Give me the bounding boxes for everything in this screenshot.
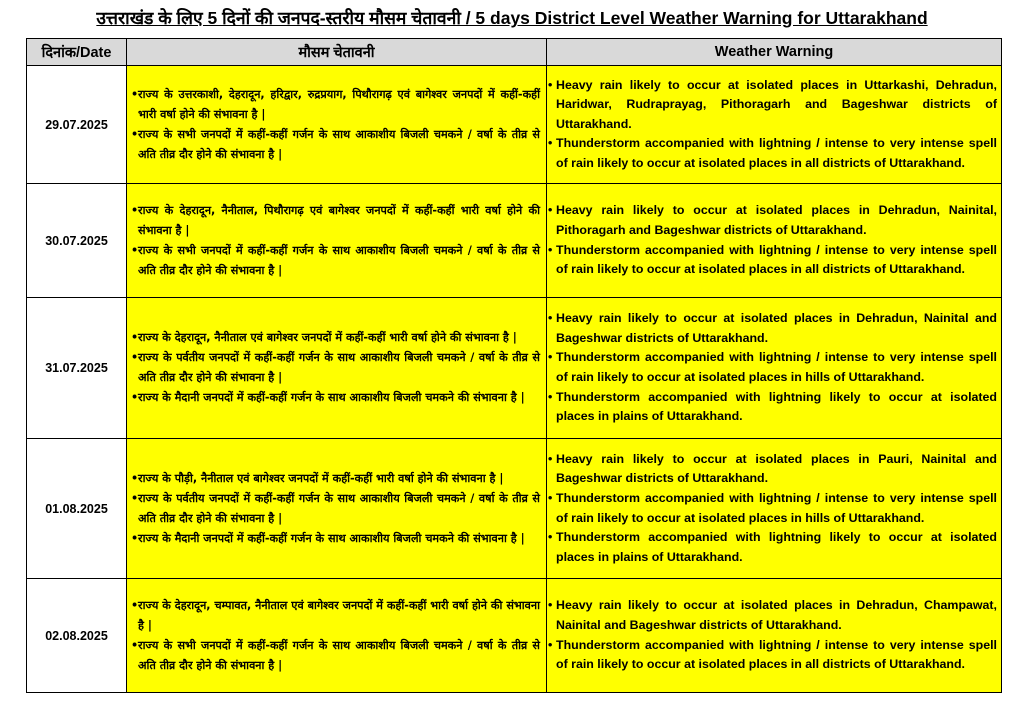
hindi-warning-cell: [127, 579, 547, 693]
header-english-warning: Weather Warning: [547, 39, 1002, 66]
date-cell: 30.07.2025: [27, 184, 127, 298]
warning-table: [26, 38, 1002, 693]
hindi-warning-item: • राज्य के उत्तरकाशी, देहरादून, हरिद्वार, रुद्रप्रयाग, पिथौरागढ़ एवं बागेश्वर जनपदों में कहीं-कहीं भारी वर्षा होने की संभावना है |: [127, 85, 546, 125]
date-cell: 29.07.2025: [27, 66, 127, 184]
date-cell: 01.08.2025: [27, 439, 127, 579]
date-cell: 02.08.2025: [27, 579, 127, 693]
english-warning-item: • Thunderstorm accompanied with lightning / intense to very intense spell of rain likely to occur at isolated places in all districts of Uttarakhand.: [547, 241, 1001, 280]
date-cell: 31.07.2025: [27, 298, 127, 439]
english-warning-cell: [547, 439, 1002, 579]
english-warning-cell: [547, 298, 1002, 439]
hindi-warning-item: • राज्य के मैदानी जनपदों में कहीं-कहीं गर्जन के साथ आकाशीय बिजली चमकने की संभावना है |: [127, 529, 546, 549]
english-warning-item: • Thunderstorm accompanied with lightning likely to occur at isolated places in plains of Uttarakhand.: [547, 388, 1001, 427]
english-warning-item: • Thunderstorm accompanied with lightning / intense to very intense spell of rain likely to occur at isolated places in all districts of Uttarakhand.: [547, 134, 1001, 173]
english-warning-cell: [547, 184, 1002, 298]
english-warning-item: • Heavy rain likely to occur at isolated places in Dehradun, Nainital and Bageshwar districts of Uttarakhand.: [547, 309, 1001, 348]
table-row: [27, 184, 1002, 298]
english-warning-item: • Heavy rain likely to occur at isolated places in Dehradun, Champawat, Nainital and Bageshwar districts of Uttarakhand.: [547, 596, 1001, 635]
hindi-warning-cell: [127, 439, 547, 579]
hindi-warning-item: • राज्य के मैदानी जनपदों में कहीं-कहीं गर्जन के साथ आकाशीय बिजली चमकने की संभावना है |: [127, 388, 546, 408]
hindi-warning-item: • राज्य के देहरादून, चम्पावत, नैनीताल एवं बागेश्वर जनपदों में कहीं-कहीं भारी वर्षा होने की संभावना है |: [127, 596, 546, 636]
english-warning-item: • Thunderstorm accompanied with lightning / intense to very intense spell of rain likely to occur at isolated places in hills of Uttarakhand.: [547, 348, 1001, 387]
table-row: [27, 66, 1002, 184]
table-row: [27, 439, 1002, 579]
table-header-row: [27, 39, 1002, 66]
table-row: [27, 579, 1002, 693]
hindi-warning-item: • राज्य के पर्वतीय जनपदों में कहीं-कहीं गर्जन के साथ आकाशीय बिजली चमकने / वर्षा के तीव्र से अति तीव्र दौर होने की संभावना है |: [127, 348, 546, 388]
hindi-warning-cell: [127, 66, 547, 184]
english-warning-item: • Heavy rain likely to occur at isolated places in Uttarkashi, Dehradun, Haridwar, Rudraprayag, Pithoragarh and Bageshwar districts of Uttarakhand.: [547, 76, 1001, 135]
page-title: उत्तराखंड के लिए 5 दिनों की जनपद-स्तरीय मौसम चेतावनी / 5 days District Level Weather Warning for Uttarakhand: [96, 8, 928, 28]
table-row: [27, 298, 1002, 439]
header-date: दिनांक/Date: [27, 39, 127, 66]
hindi-warning-item: • राज्य के सभी जनपदों में कहीं-कहीं गर्जन के साथ आकाशीय बिजली चमकने / वर्षा के तीव्र से अति तीव्र दौर होने की संभावना है |: [127, 636, 546, 676]
header-hindi-warning: मौसम चेतावनी: [127, 39, 547, 66]
hindi-warning-cell: [127, 184, 547, 298]
hindi-warning-item: • राज्य के देहरादून, नैनीताल, पिथौरागढ़ एवं बागेश्वर जनपदों में कहीं-कहीं भारी वर्षा होने की संभावना है |: [127, 201, 546, 241]
english-warning-item: • Heavy rain likely to occur at isolated places in Pauri, Nainital and Bageshwar districts of Uttarakhand.: [547, 450, 1001, 489]
english-warning-item: • Thunderstorm accompanied with lightning likely to occur at isolated places in plains of Uttarakhand.: [547, 528, 1001, 567]
hindi-warning-cell: [127, 298, 547, 439]
english-warning-cell: [547, 66, 1002, 184]
english-warning-item: • Thunderstorm accompanied with lightning / intense to very intense spell of rain likely to occur at isolated places in hills of Uttarakhand.: [547, 489, 1001, 528]
hindi-warning-item: • राज्य के सभी जनपदों में कहीं-कहीं गर्जन के साथ आकाशीय बिजली चमकने / वर्षा के तीव्र से अति तीव्र दौर होने की संभावना है |: [127, 241, 546, 281]
hindi-warning-item: • राज्य के पर्वतीय जनपदों में कहीं-कहीं गर्जन के साथ आकाशीय बिजली चमकने / वर्षा के तीव्र से अति तीव्र दौर होने की संभावना है |: [127, 489, 546, 529]
hindi-warning-item: • राज्य के देहरादून, नैनीताल एवं बागेश्वर जनपदों में कहीं-कहीं भारी वर्षा होने की संभावना है |: [127, 328, 546, 348]
english-warning-cell: [547, 579, 1002, 693]
hindi-warning-item: • राज्य के पौड़ी, नैनीताल एवं बागेश्वर जनपदों में कहीं-कहीं भारी वर्षा होने की संभावना है |: [127, 469, 546, 489]
english-warning-item: • Thunderstorm accompanied with lightning / intense to very intense spell of rain likely to occur at isolated places in all districts of Uttarakhand.: [547, 636, 1001, 675]
hindi-warning-item: • राज्य के सभी जनपदों में कहीं-कहीं गर्जन के साथ आकाशीय बिजली चमकने / वर्षा के तीव्र से अति तीव्र दौर होने की संभावना है |: [127, 125, 546, 165]
english-warning-item: • Heavy rain likely to occur at isolated places in Dehradun, Nainital, Pithoragarh and Bageshwar districts of Uttarakhand.: [547, 201, 1001, 240]
